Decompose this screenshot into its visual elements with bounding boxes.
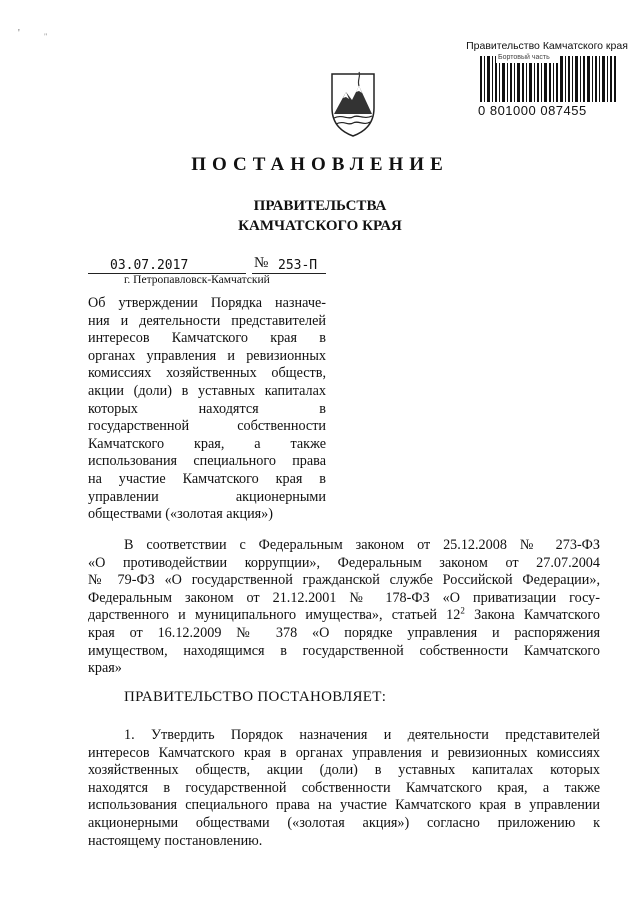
article-superscript: 2 — [460, 605, 465, 616]
subject-line: комиссиях хозяйственных обществ, — [88, 365, 326, 382]
decree-item-1 — [88, 727, 600, 850]
subject-line: Об утверждении Порядка назначе- — [88, 295, 326, 311]
subject-line: акции (доли) в уставных капиталах — [88, 382, 326, 399]
city: г. Петропавловск-Камчатский — [124, 274, 270, 286]
barcode-icon — [478, 54, 618, 104]
basis-line-with-superscript — [88, 607, 600, 625]
document-date: 03.07.2017 — [110, 258, 189, 273]
basis-line: края от 16.12.2009 № 378 «О порядке управления и распоряжения — [88, 624, 600, 641]
decree-heading: ПРАВИТЕЛЬСТВО ПОСТАНОВЛЯЕТ: — [124, 689, 387, 705]
coat-of-arms-icon — [326, 70, 380, 138]
barcode-caption: Бортовый часть — [498, 54, 550, 61]
basis-text: Закона Камчатского — [464, 607, 600, 624]
registry-agency-name: Правительство Камчатского края — [466, 40, 628, 52]
subject-line: которых находятся в — [88, 400, 326, 417]
subject-line: Камчатского края, а также — [88, 435, 326, 452]
item-line: использования специального права на участие Камчатского края в управлении — [88, 797, 600, 814]
subject-line: органах управления и ревизионных — [88, 347, 326, 364]
item-line: интересов Камчатского края в органах управления и ревизионных комиссиях — [88, 744, 600, 761]
subject-line: использования специального права — [88, 453, 326, 470]
subject-line: обществами («золотая акция») — [88, 506, 274, 523]
document-type-title: ПОСТАНОВЛЕНИЕ — [191, 154, 449, 175]
scan-mark: " — [44, 32, 48, 41]
item-line: акционерными обществами («золотая акция») согласно приложению к — [88, 814, 600, 831]
subject-line: государственной собственности — [88, 418, 326, 435]
scan-mark: ' — [18, 28, 20, 39]
item-line: хозяйственных обществ, акции (доли) в уставных капиталах которых — [88, 762, 600, 779]
item-line: настоящему постановлению. — [88, 832, 263, 849]
basis-line: В соответствии с Федеральным законом от 25.12.2008 № 273-ФЗ — [124, 537, 600, 553]
issuer-block — [0, 196, 640, 236]
document-number: 253-П — [278, 258, 318, 273]
number-sign: № — [254, 255, 269, 271]
basis-line: Федеральным законом от 21.12.2001 № 178-ФЗ «О приватизации госу- — [88, 589, 600, 606]
basis-text: дарственного и муниципального имущества», статьей 12 — [88, 607, 461, 624]
subject-line: на участие Камчатского края в — [88, 470, 326, 487]
subject-line: управлении акционерными — [88, 488, 326, 505]
issuer-line: ПРАВИТЕЛЬСТВА — [253, 198, 387, 214]
item-line: находятся в государственной собственности Камчатского края, а также — [88, 779, 600, 796]
barcode-number: 0 801000 087455 — [478, 103, 587, 118]
document-subject — [88, 295, 326, 524]
subject-line: ния и деятельности представителей — [88, 312, 326, 329]
basis-line: № 79-ФЗ «О государственной гражданской службе Российской Федерации», — [88, 572, 600, 589]
basis-line: «О противодействии коррупции», Федеральным законом от 27.07.2004 — [88, 554, 600, 571]
legal-basis-paragraph — [88, 537, 600, 678]
subject-line: интересов Камчатского края в — [88, 330, 326, 347]
issuer-line: КАМЧАТСКОГО КРАЯ — [238, 218, 402, 234]
item-line: 1. Утвердить Порядок назначения и деятельности представителей — [124, 727, 600, 743]
basis-line: края» — [88, 660, 122, 677]
basis-line: имуществом, находящимся в государственной собственности Камчатского — [88, 642, 600, 659]
